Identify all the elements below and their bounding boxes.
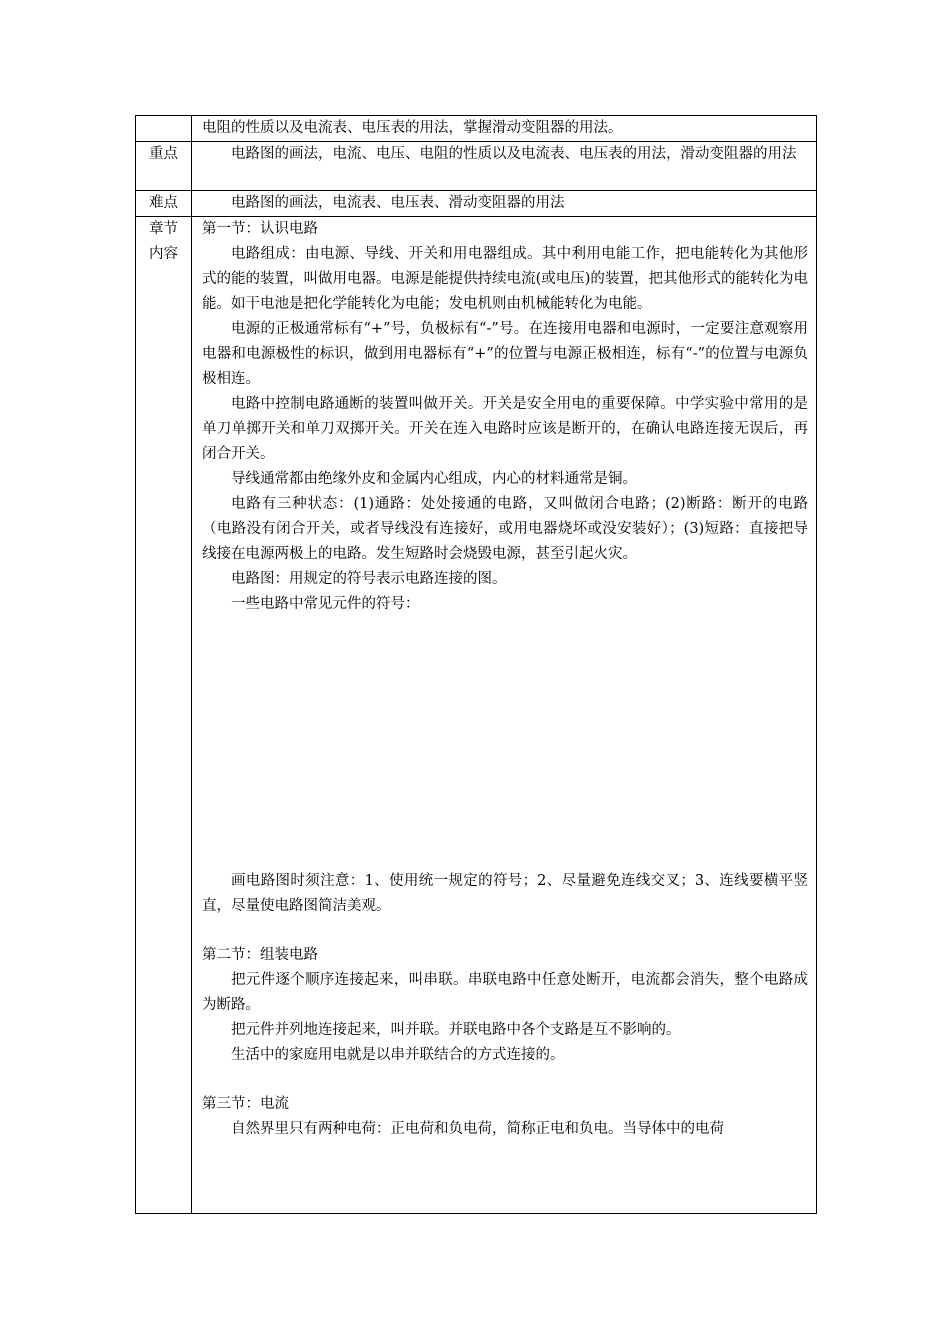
section1-paragraph: 电路组成：由电源、导线、开关和用电器组成。其中利用电能工作，把电能转化为其他形式的能的装置，叫做用电器。电源是能提供持续电流(或电压)的装置，把其他形式的能转化为电能。如干电池是把化学能转化为电能；发电机则由机械能转化为电能。 <box>202 246 808 312</box>
objectives-text <box>192 116 817 142</box>
objectives-label <box>136 116 192 142</box>
symbol-figure-area <box>202 617 808 869</box>
section1-paragraph: 电源的正极通常标有“+”号，负极标有“-”号。在连接用电器和电源时，一定要注意观察用电器和电源极性的标识，做到用电器标有“+”的位置与电源正极相连，标有“-”的位置与电源负极相连。 <box>202 321 808 387</box>
spacer <box>202 1068 808 1092</box>
key-points-label: 重点 <box>136 142 192 191</box>
difficult-points-label: 难点 <box>136 191 192 217</box>
section3-paragraph: 自然界里只有两种电荷：正电荷和负电荷，简称正电和负电。当导体中的电荷 <box>231 1121 724 1137</box>
section1-paragraph: 电路有三种状态：(1)通路：处处接通的电路，又叫做闭合电路；(2)断路：断开的电路（电路没有闭合开关，或者导线没有连接好，或用电器烧坏或没安装好）；(3)短路：直接把导线接在电源两极上的电路。发生短路时会烧毁电源，甚至引起火灾。 <box>202 496 808 562</box>
section2-paragraph: 生活中的家庭用电就是以串并联结合的方式连接的。 <box>231 1047 565 1063</box>
chapter-label-line1: 章节 <box>149 221 178 237</box>
chapter-content-cell <box>192 217 817 1214</box>
chapter-content-label <box>136 217 192 1214</box>
section1-paragraph: 画电路图时须注意：1、使用统一规定的符号；2、尽量避免连线交叉；3、连线要横平竖直，尽量使电路图简洁美观。 <box>202 873 808 914</box>
section2-heading: 第二节：组装电路 <box>202 947 318 963</box>
section1-paragraph: 电路图：用规定的符号表示电路连接的图。 <box>231 571 507 587</box>
chapter-label-line2: 内容 <box>149 246 178 262</box>
lesson-plan-table <box>135 115 817 1214</box>
section1-paragraph: 一些电路中常见元件的符号： <box>231 596 420 612</box>
section2-paragraph: 把元件逐个顺序连接起来，叫串联。串联电路中任意处断开，电流都会消失，整个电路成为断路。 <box>202 972 808 1013</box>
spacer <box>202 919 808 943</box>
section2-paragraph: 把元件并列地连接起来，叫并联。并联电路中各个支路是互不影响的。 <box>231 1022 681 1038</box>
section1-paragraph: 导线通常都由绝缘外皮和金属内心组成，内心的材料通常是铜。 <box>231 471 637 487</box>
key-points-cell <box>192 142 817 191</box>
section1-heading: 第一节：认识电路 <box>202 221 318 237</box>
objectives-line: 电阻的性质以及电流表、电压表的用法，掌握滑动变阻器的用法。 <box>202 120 623 136</box>
difficult-points-row <box>136 191 817 217</box>
objectives-row <box>136 116 817 142</box>
key-points-row <box>136 142 817 191</box>
section3-heading: 第三节：电流 <box>202 1096 289 1112</box>
key-points-text: 电路图的画法，电流、电压、电阻的性质以及电流表、电压表的用法，滑动变阻器的用法 <box>231 146 797 162</box>
chapter-content-row <box>136 217 817 1214</box>
section1-paragraph: 电路中控制电路通断的装置叫做开关。开关是安全用电的重要保障。中学实验中常用的是单刀单掷开关和单刀双掷开关。开关在连入电路时应该是断开的，在确认电路连接无误后，再闭合开关。 <box>202 396 808 462</box>
difficult-points-text: 电路图的画法，电流表、电压表、滑动变阻器的用法 <box>231 195 565 211</box>
difficult-points-cell <box>192 191 817 217</box>
